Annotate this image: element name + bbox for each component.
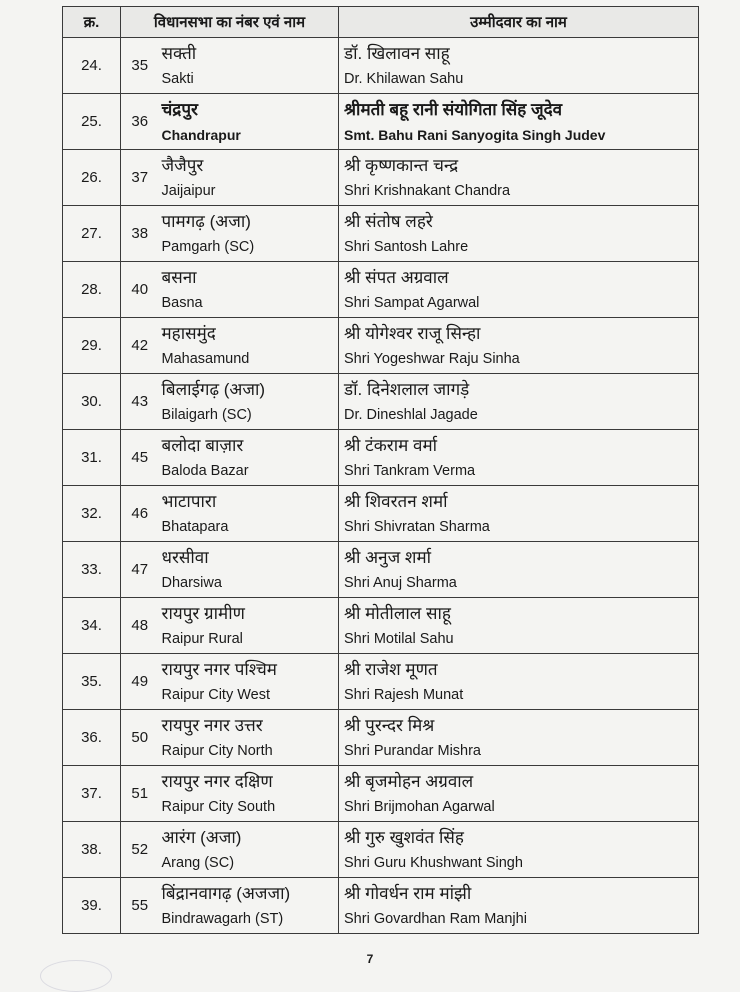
table-row xyxy=(63,430,699,486)
constituency-name-cell xyxy=(159,94,339,150)
table-row xyxy=(63,318,699,374)
candidate-name-hindi: डॉ. दिनेशलाल जागड़े xyxy=(344,380,470,399)
candidate-name-cell xyxy=(339,822,699,878)
table-header-row xyxy=(63,7,699,38)
constituency-name-hindi: रायपुर नगर उत्तर xyxy=(161,716,263,735)
constituency-name-cell xyxy=(159,654,339,710)
constituency-name-english: Jaijaipur xyxy=(161,183,216,199)
serial-number: 31. xyxy=(63,430,121,486)
constituency-number: 49 xyxy=(121,654,159,710)
constituency-name-cell xyxy=(159,206,339,262)
candidate-name-cell xyxy=(339,766,699,822)
candidate-name-english: Shri Motilal Sahu xyxy=(344,631,454,647)
constituency-name-hindi: जैजैपुर xyxy=(161,156,204,175)
constituency-name-hindi: रायपुर ग्रामीण xyxy=(161,604,245,623)
constituency-name-hindi: आरंग (अजा) xyxy=(161,828,242,847)
constituency-name-english: Bilaigarh (SC) xyxy=(161,407,252,423)
candidate-name-english: Shri Anuj Sharma xyxy=(344,575,457,591)
candidate-name-cell xyxy=(339,598,699,654)
constituency-number: 52 xyxy=(121,822,159,878)
candidate-name-hindi: श्री राजेश मूणत xyxy=(344,660,438,679)
table-row xyxy=(63,262,699,318)
candidate-name-english: Shri Yogeshwar Raju Sinha xyxy=(344,351,520,367)
header-serial: क्र. xyxy=(63,7,121,38)
candidate-name-hindi: श्री टंकराम वर्मा xyxy=(344,436,438,455)
candidate-name-hindi: श्री शिवरतन शर्मा xyxy=(344,492,448,511)
table-row xyxy=(63,598,699,654)
constituency-number: 42 xyxy=(121,318,159,374)
candidate-name-cell xyxy=(339,542,699,598)
constituency-name-hindi: धरसीवा xyxy=(161,548,209,567)
constituency-name-cell xyxy=(159,598,339,654)
constituency-name-hindi: पामगढ़ (अजा) xyxy=(161,212,251,231)
constituency-number: 43 xyxy=(121,374,159,430)
constituency-number: 40 xyxy=(121,262,159,318)
constituency-number: 37 xyxy=(121,150,159,206)
constituency-name-cell xyxy=(159,38,339,94)
serial-number: 29. xyxy=(63,318,121,374)
constituency-name-english: Pamgarh (SC) xyxy=(161,239,255,255)
candidate-name-english: Shri Sampat Agarwal xyxy=(344,295,480,311)
candidate-name-cell xyxy=(339,94,699,150)
constituency-name-english: Basna xyxy=(161,295,203,311)
constituency-number: 46 xyxy=(121,486,159,542)
candidate-name-english: Shri Santosh Lahre xyxy=(344,239,469,255)
candidate-list-sheet xyxy=(62,6,698,934)
candidate-name-english: Dr. Khilawan Sahu xyxy=(344,71,464,87)
serial-number: 24. xyxy=(63,38,121,94)
table-row xyxy=(63,150,699,206)
constituency-name-english: Raipur City South xyxy=(161,799,276,815)
candidate-name-hindi: श्री बृजमोहन अग्रवाल xyxy=(344,772,474,791)
candidate-name-english: Shri Tankram Verma xyxy=(344,463,476,479)
constituency-name-hindi: बिंद्रानवागढ़ (अजजा) xyxy=(161,884,291,903)
constituency-name-english: Bindrawagarh (ST) xyxy=(161,911,284,927)
constituency-name-english: Raipur Rural xyxy=(161,631,243,647)
constituency-number: 50 xyxy=(121,710,159,766)
constituency-name-cell xyxy=(159,766,339,822)
header-candidate: उम्मीदवार का नाम xyxy=(339,7,699,38)
serial-number: 26. xyxy=(63,150,121,206)
table-row xyxy=(63,878,699,934)
stamp-seal xyxy=(40,960,112,992)
serial-number: 25. xyxy=(63,94,121,150)
serial-number: 28. xyxy=(63,262,121,318)
table-row xyxy=(63,38,699,94)
candidate-name-english: Smt. Bahu Rani Sanyogita Singh Judev xyxy=(344,127,606,143)
serial-number: 35. xyxy=(63,654,121,710)
header-constituency: विधानसभा का नंबर एवं नाम xyxy=(121,7,339,38)
candidate-name-hindi: श्री संतोष लहरे xyxy=(344,212,433,231)
constituency-name-hindi: सक्ती xyxy=(161,44,197,63)
candidate-name-cell xyxy=(339,486,699,542)
constituency-name-cell xyxy=(159,878,339,934)
table-row xyxy=(63,94,699,150)
table-row xyxy=(63,486,699,542)
candidate-name-hindi: श्री अनुज शर्मा xyxy=(344,548,432,567)
serial-number: 33. xyxy=(63,542,121,598)
candidate-name-hindi: श्री पुरन्दर मिश्र xyxy=(344,716,435,735)
table-row xyxy=(63,766,699,822)
table-row xyxy=(63,374,699,430)
constituency-name-hindi: रायपुर नगर पश्चिम xyxy=(161,660,277,679)
constituency-name-english: Mahasamund xyxy=(161,351,250,367)
candidate-name-hindi: श्री मोतीलाल साहू xyxy=(344,604,451,623)
candidate-name-cell xyxy=(339,38,699,94)
candidate-name-cell xyxy=(339,654,699,710)
constituency-name-cell xyxy=(159,430,339,486)
constituency-name-english: Raipur City North xyxy=(161,743,273,759)
constituency-number: 38 xyxy=(121,206,159,262)
candidate-name-english: Shri Purandar Mishra xyxy=(344,743,481,759)
candidate-name-cell xyxy=(339,150,699,206)
candidate-name-cell xyxy=(339,710,699,766)
table-row xyxy=(63,206,699,262)
constituency-name-hindi: चंद्रपुर xyxy=(161,100,198,119)
constituency-name-cell xyxy=(159,822,339,878)
constituency-name-hindi: महासमुंद xyxy=(161,324,216,343)
constituency-number: 55 xyxy=(121,878,159,934)
candidate-name-hindi: श्री योगेश्वर राजू सिन्हा xyxy=(344,324,481,343)
constituency-name-cell xyxy=(159,318,339,374)
candidate-name-english: Shri Govardhan Ram Manjhi xyxy=(344,911,527,927)
candidate-name-english: Shri Brijmohan Agarwal xyxy=(344,799,495,815)
serial-number: 39. xyxy=(63,878,121,934)
candidate-name-hindi: श्री गुरु खुशवंत सिंह xyxy=(344,828,464,847)
constituency-name-cell xyxy=(159,710,339,766)
candidate-name-english: Dr. Dineshlal Jagade xyxy=(344,407,478,423)
constituency-name-english: Dharsiwa xyxy=(161,575,222,591)
constituency-name-english: Sakti xyxy=(161,71,194,87)
constituency-name-hindi: बसना xyxy=(161,268,197,287)
candidate-name-cell xyxy=(339,430,699,486)
constituency-name-english: Chandrapur xyxy=(161,127,241,143)
table-row xyxy=(63,542,699,598)
constituency-name-hindi: भाटापारा xyxy=(161,492,217,511)
constituency-name-hindi: रायपुर नगर दक्षिण xyxy=(161,772,273,791)
serial-number: 30. xyxy=(63,374,121,430)
candidate-name-hindi: श्री संपत अग्रवाल xyxy=(344,268,449,287)
constituency-number: 36 xyxy=(121,94,159,150)
serial-number: 27. xyxy=(63,206,121,262)
candidate-name-cell xyxy=(339,318,699,374)
constituency-name-cell xyxy=(159,542,339,598)
candidate-name-english: Shri Krishnakant Chandra xyxy=(344,183,511,199)
candidate-name-cell xyxy=(339,262,699,318)
candidate-name-cell xyxy=(339,206,699,262)
candidate-name-hindi: डॉ. खिलावन साहू xyxy=(344,44,450,63)
constituency-number: 51 xyxy=(121,766,159,822)
constituency-number: 48 xyxy=(121,598,159,654)
serial-number: 36. xyxy=(63,710,121,766)
constituency-name-cell xyxy=(159,374,339,430)
table-row xyxy=(63,822,699,878)
candidate-name-hindi: श्रीमती बहू रानी संयोगिता सिंह जूदेव xyxy=(344,100,563,119)
constituency-name-hindi: बलोदा बाज़ार xyxy=(161,436,244,455)
candidate-name-hindi: श्री कृष्णकान्त चन्द्र xyxy=(344,156,459,175)
serial-number: 34. xyxy=(63,598,121,654)
table-row xyxy=(63,710,699,766)
constituency-name-english: Bhatapara xyxy=(161,519,229,535)
constituency-number: 35 xyxy=(121,38,159,94)
constituency-name-hindi: बिलाईगढ़ (अजा) xyxy=(161,380,266,399)
serial-number: 38. xyxy=(63,822,121,878)
candidate-table xyxy=(62,6,699,934)
constituency-name-english: Arang (SC) xyxy=(161,855,235,871)
candidate-name-cell xyxy=(339,878,699,934)
serial-number: 37. xyxy=(63,766,121,822)
constituency-name-cell xyxy=(159,150,339,206)
candidate-name-hindi: श्री गोवर्धन राम मांझी xyxy=(344,884,472,903)
page-number: 7 xyxy=(366,952,374,966)
candidate-name-english: Shri Guru Khushwant Singh xyxy=(344,855,523,871)
candidate-name-english: Shri Shivratan Sharma xyxy=(344,519,490,535)
constituency-number: 45 xyxy=(121,430,159,486)
constituency-name-cell xyxy=(159,486,339,542)
constituency-name-english: Baloda Bazar xyxy=(161,463,249,479)
constituency-name-english: Raipur City West xyxy=(161,687,271,703)
table-row xyxy=(63,654,699,710)
constituency-number: 47 xyxy=(121,542,159,598)
constituency-name-cell xyxy=(159,262,339,318)
candidate-name-english: Shri Rajesh Munat xyxy=(344,687,464,703)
candidate-name-cell xyxy=(339,374,699,430)
serial-number: 32. xyxy=(63,486,121,542)
